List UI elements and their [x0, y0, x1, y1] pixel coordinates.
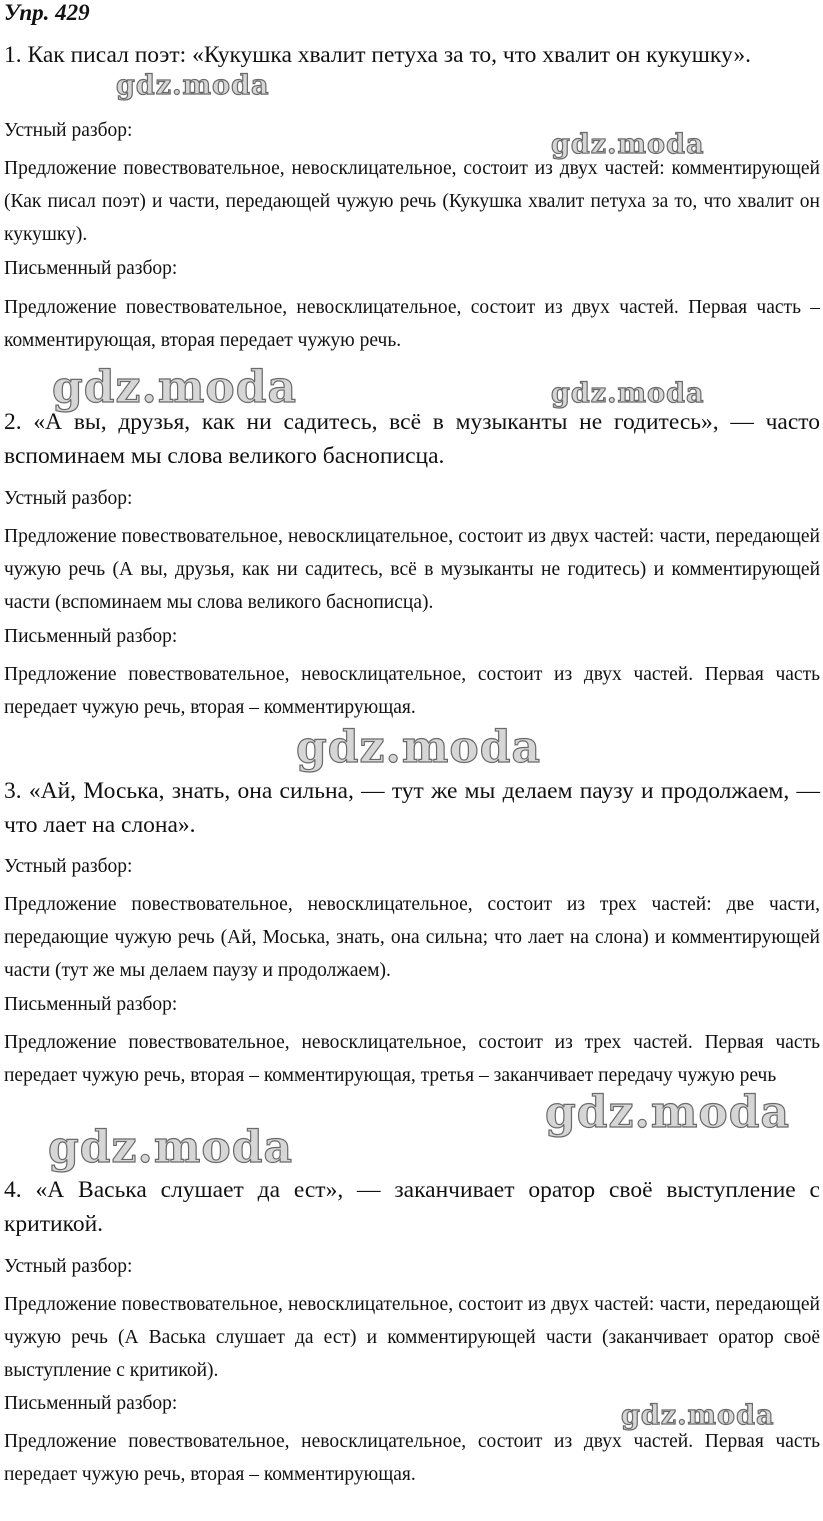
watermark: gdz.moda — [52, 362, 298, 413]
watermark: gdz.moda — [621, 1400, 775, 1431]
item-3-written-label: Письменный разбор: — [4, 994, 178, 1015]
watermark: gdz.moda — [48, 1122, 294, 1173]
item-4-written-text: Предложение повествовательное, невосклицательное, состоит из двух частей. Первая часть передает чужую речь, вторая – комментирующая. — [4, 1431, 820, 1485]
item-4-question: 4. «А Васька слушает да ест», — заканчивает оратор своё выступление с критикой. — [4, 1177, 820, 1237]
item-2-written-label: Письменный разбор: — [4, 626, 178, 647]
item-4-written-label: Письменный разбор: — [4, 1393, 178, 1414]
item-3-written-text: Предложение повествовательное, невосклицательное, состоит из трех частей. Первая часть передает чужую речь, вторая – комментирующая, третья – заканчивает передачу чужую речь — [4, 1032, 820, 1086]
item-1-written-text: Предложение повествовательное, невосклицательное, состоит из двух частей. Первая часть – комментирующая, вторая передает чужую речь. — [4, 297, 820, 351]
item-1-written-label: Письменный разбор: — [4, 258, 178, 279]
item-2-oral-label: Устный разбор: — [4, 488, 133, 509]
exercise-title: Упр. 429 — [4, 0, 90, 25]
item-2-oral-text: Предложение повествовательное, невосклицательное, состоит из двух частей: части, передающей чужую речь (А вы, друзья, как ни садитесь, всё в музыканты не годитесь) и комментирующей части (вспоминаем мы слова великого баснописца). — [4, 526, 820, 613]
item-3-oral-text: Предложение повествовательное, невосклицательное, состоит из трех частей: две части, передающие чужую речь (Ай, Моська, знать, она сильна; что лает на слона) и комментирующей части (тут же мы делаем паузу и продолжаем). — [4, 894, 820, 981]
item-3-question: 3. «Ай, Моська, знать, она сильна, — тут же мы делаем паузу и продолжаем, — что лает на слона». — [4, 778, 820, 838]
watermark: gdz.moda — [545, 1087, 791, 1138]
watermark: gdz.moda — [116, 70, 270, 101]
watermark: gdz.moda — [551, 129, 705, 160]
watermark: gdz.moda — [296, 722, 542, 773]
item-4-oral-text: Предложение повествовательное, невосклицательное, состоит из двух частей: части, передающей чужую речь (А Васька слушает да ест) и комментирующей части (заканчивает оратор своё выступление с критикой). — [4, 1294, 820, 1381]
item-1-oral-label: Устный разбор: — [4, 120, 133, 141]
item-1-oral-text: Предложение повествовательное, невосклицательное, состоит из двух частей: комментирующей (Как писал поэт) и части, передающей чужую речь (Кукушка хвалит петуха за то, что хвалит он кукушку). — [4, 158, 820, 245]
item-2-written-text: Предложение повествовательное, невосклицательное, состоит из двух частей. Первая часть передает чужую речь, вторая – комментирующая. — [4, 664, 820, 718]
item-2-question: 2. «А вы, друзья, как ни садитесь, всё в музыканты не годитесь», — часто вспоминаем мы слова великого баснописца. — [4, 409, 820, 469]
item-4-oral-label: Устный разбор: — [4, 1256, 133, 1277]
item-3-oral-label: Устный разбор: — [4, 856, 133, 877]
watermark: gdz.moda — [551, 378, 705, 409]
item-1-question: 1. Как писал поэт: «Кукушка хвалит петуха за то, что хвалит он кукушку». — [4, 42, 751, 68]
